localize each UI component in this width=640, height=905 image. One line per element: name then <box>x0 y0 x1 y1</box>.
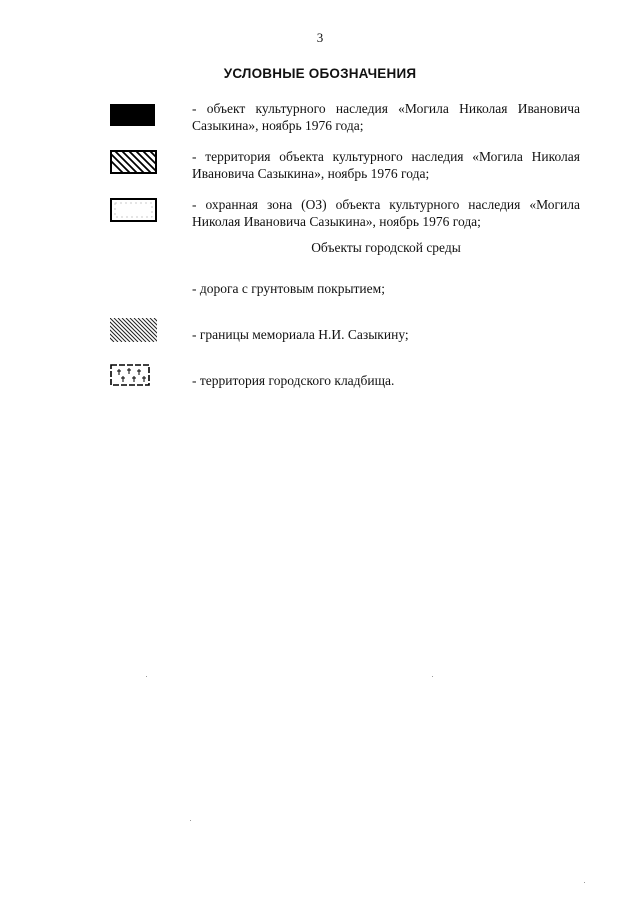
hatched-band-icon <box>110 318 157 347</box>
legend-item-protection-zone: - охранная зона (ОЗ) объекта культурного наследия «Могила Николая Ивановича Сазыкина», ноябрь 1976 года; <box>192 197 580 229</box>
scan-speck <box>190 820 191 821</box>
legend-item-memorial-boundary: - границы мемориала Н.И. Сазыкину; <box>192 327 409 342</box>
outlined-rectangle-icon <box>110 198 157 227</box>
hatched-rectangle-icon <box>110 150 157 179</box>
scan-speck <box>146 676 147 677</box>
cemetery-pattern-icon <box>110 364 150 391</box>
legend-item-cemetery: - территория городского кладбища. <box>192 373 395 388</box>
legend-item-heritage-territory: - территория объекта культурного наследия «Могила Николая Ивановича Сазыкина», ноябрь 1976 года; <box>192 149 580 181</box>
legend-item-dirt-road: - дорога с грунтовым покрытием; <box>192 281 385 296</box>
legend-item-heritage-object: - объект культурного наследия «Могила Николая Ивановича Сазыкина», ноябрь 1976 года; <box>192 101 580 133</box>
scan-speck <box>432 676 433 677</box>
scan-speck <box>584 882 585 883</box>
legend-title: УСЛОВНЫЕ ОБОЗНАЧЕНИЯ <box>223 66 417 81</box>
urban-section-subtitle: Объекты городской среды <box>311 240 461 255</box>
solid-black-rectangle-icon <box>110 104 155 131</box>
page-number: 3 <box>316 30 324 45</box>
